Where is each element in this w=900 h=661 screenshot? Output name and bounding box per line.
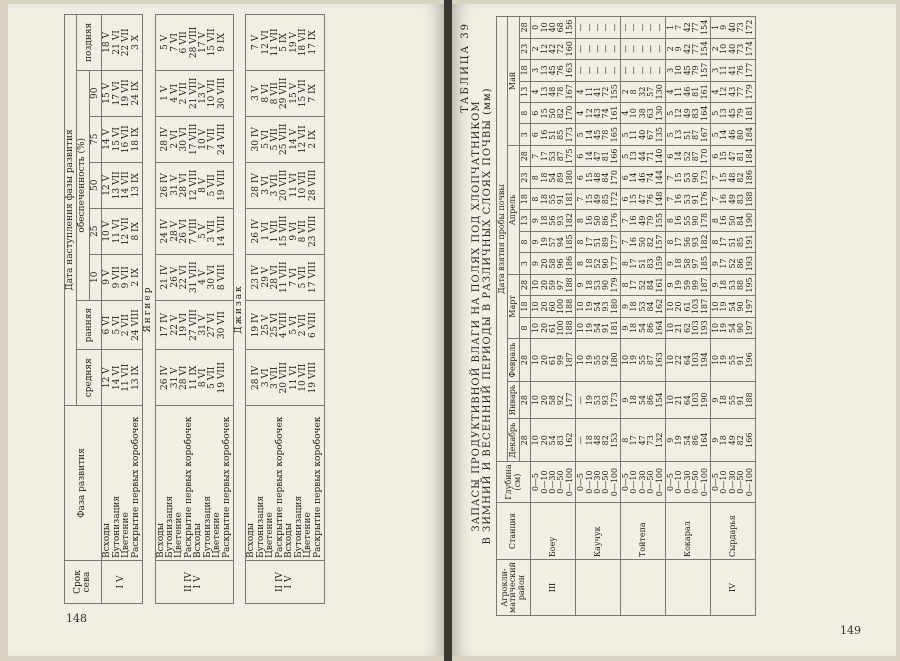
day-header: 28 [519, 339, 530, 382]
value-cell: 10 20 58 92 177 [531, 381, 576, 419]
row3-phases [246, 406, 325, 561]
value-cell: 3 10 45 79 157 [666, 60, 711, 81]
table-row [531, 17, 576, 616]
row1-p50: 12 V 13 VII 14 VII 13 IX [102, 162, 143, 208]
value-cell: 5 14 45 78 165 [576, 124, 621, 145]
row2-p25: 24 IV 28 V 26 VI 7 VIII 5 V 3 VII 14 VIII [155, 208, 234, 254]
table-row [666, 17, 711, 616]
district-cell [576, 560, 621, 616]
table-title-line2: В ЗИМНИЙ И ВЕСЕННИЙ ПЕРИОДЫ В РАЗЛИЧНЫХ СЛОЯХ ПОЧВЫ (мм) [482, 87, 493, 545]
col-district: Агрокли-матический район [497, 560, 531, 616]
value-cell: 10 19 55 92 180 [576, 339, 621, 382]
depth-cell: 0—5 0—10 0—30 0—50 0—100 [710, 462, 755, 503]
value-cell: — — — — — [576, 60, 621, 81]
day-header: 13 [519, 81, 530, 102]
value-cell: 10 19 54 93 180 [576, 296, 621, 317]
value-cell: 10 19 54 91 181 [576, 317, 621, 338]
col-avg: средняя [77, 350, 102, 406]
page-number-left: 148 [66, 612, 87, 625]
row3-sowing-a: II IV [274, 571, 285, 593]
value-cell: 6 14 46 74 144 [621, 167, 666, 188]
value-cell: 4 11 46 81 161 [666, 81, 711, 102]
value-cell: 0 10 40 68 156 [531, 17, 576, 39]
value-cell: 10 20 54 83 162 [531, 419, 576, 462]
value-cell: 7 16 50 82 157 [621, 231, 666, 252]
row2-early: 17 IV 22 V 19 VI 27 VIII 31 V 27 VI 30 VII [155, 300, 234, 350]
value-cell: 5 14 46 80 184 [710, 124, 755, 145]
value-cell: 9 17 52 86 193 [710, 253, 755, 274]
row2-avg: 26 IV 31 V 28 VI 11 IX 8 VI 5 VII 19 VIII [155, 350, 234, 406]
district-cell: III [531, 560, 576, 616]
col-sowing: Срок сева [65, 561, 102, 604]
value-cell: 7 15 49 85 172 [576, 188, 621, 209]
col-early: ранняя [77, 300, 102, 350]
district-cell [621, 560, 666, 616]
month-feb: Февраль [508, 339, 519, 382]
row3-early: 19 IV 25 V 25 VI 4 VIII 5 VI 2 VII 6 VIII [246, 300, 325, 350]
value-cell: 5 13 44 71 140 [621, 145, 666, 166]
section-title-jizzakh: Джизак [234, 15, 246, 604]
value-cell: 7 17 53 87 175 [531, 145, 576, 166]
value-cell: 1 7 42 77 154 [666, 17, 711, 39]
value-cell: — — — — — [621, 17, 666, 39]
value-cell: 2 8 32 57 130 [621, 81, 666, 102]
col-prob-title: обеспеченность (%) [77, 70, 89, 300]
value-cell: — — — — — [576, 38, 621, 59]
row2-phases-b: Всходы Бутонизация Цветение Раскрытие первых коробочек [193, 416, 232, 558]
row1-p25: 10 V 11 VI 12 VII 8 IX [102, 208, 143, 254]
col-phase: Фаза развития [65, 406, 102, 561]
value-cell: 6 15 47 81 184 [710, 145, 755, 166]
value-cell: 10 21 62 103 193 [666, 317, 711, 338]
value-cell: 8 17 51 83 159 [621, 253, 666, 274]
moisture-table-body [531, 17, 756, 616]
value-cell: 8 18 52 90 177 [576, 253, 621, 274]
left-page [8, 4, 444, 656]
section-title-yangier: Янгиер [143, 15, 155, 604]
depth-cell: 0—5 0—10 0—30 0—50 0—100 [621, 462, 666, 503]
row1-p75: 14 V 15 VI 16 VII 18 IX [102, 116, 143, 162]
month-apr: Апрель [508, 145, 519, 274]
table-row [710, 17, 755, 616]
value-cell: 8 17 51 89 177 [576, 231, 621, 252]
value-cell: 3 13 45 76 163 [531, 60, 576, 81]
value-cell: 4 11 41 72 155 [576, 81, 621, 102]
row2-p50: 26 IV 31 V 28 VI 12 VIII 8 V 5 VII 19 VIII [155, 162, 234, 208]
value-cell: 6 14 47 81 166 [576, 145, 621, 166]
value-cell: 9 18 53 88 195 [710, 274, 755, 295]
value-cell: 1 9 40 73 172 [710, 17, 755, 39]
value-cell: 9 18 53 84 162 [621, 296, 666, 317]
value-cell: 4 13 48 78 167 [531, 81, 576, 102]
row3-p10: 23 IV 29 V 28 VI 11 VIII 7 VI 5 VII 17 VIII [246, 254, 325, 300]
district-cell: IV [710, 560, 755, 616]
row2-p75: 28 IV 2 VI 30 VI 17 VIII 10 V 7 VII 24 VIII [155, 116, 234, 162]
value-cell: 8 18 54 89 180 [531, 167, 576, 188]
value-cell: 9 18 54 86 154 [621, 381, 666, 419]
value-cell: 7 16 49 83 188 [710, 188, 755, 209]
value-cell: 8 18 55 91 181 [531, 188, 576, 209]
table-tag: ТАБЛИЦА 39 [460, 22, 471, 113]
station-cell: Кокарал [666, 503, 711, 560]
row3-phases-b: Всходы Бутонизация Цветение Раскрытие первых коробочек [284, 416, 323, 558]
value-cell: 7 16 49 79 155 [621, 210, 666, 231]
table-title-line1: ЗАПАСЫ ПРОДУКТИВНОЙ ВЛАГИ НА ПОЛЯХ ПОД ХЛОПЧАТНИКОМ [471, 100, 482, 532]
row1-late: 18 V 21 VI 22 VII 3 X [102, 15, 143, 71]
page-number-right: 149 [840, 624, 861, 637]
day-header: 8 [519, 317, 530, 338]
value-cell: 9 19 54 86 164 [666, 419, 711, 462]
col-p25: 25 [89, 208, 101, 254]
day-header: 28 [519, 419, 530, 462]
day-header: 28 [519, 17, 530, 39]
depth-cell: 0—5 0—10 0—30 0—50 0—100 [576, 462, 621, 503]
value-cell: 6 15 50 82 170 [531, 103, 576, 124]
value-cell: 8 16 50 84 190 [710, 210, 755, 231]
value-cell: 6 15 47 76 148 [621, 188, 666, 209]
day-header: 8 [519, 103, 530, 124]
station-cell: Тойтепа [621, 503, 666, 560]
value-cell: 10 20 60 100 188 [531, 296, 576, 317]
row2-sowing [155, 561, 234, 604]
row2-p90: 1 V 4 VI 2 VII 21 VIII 13 V 10 VII 30 VIII [155, 70, 234, 116]
phenology-table [64, 14, 325, 604]
book-gutter [444, 0, 452, 661]
value-cell: 10 22 64 103 194 [666, 339, 711, 382]
value-cell: 6 16 51 85 173 [531, 124, 576, 145]
col-late: поздняя [77, 15, 102, 71]
table-row [621, 17, 666, 616]
phenology-table-rotated [64, 14, 424, 604]
value-cell: 2 12 42 72 160 [531, 38, 576, 59]
row3-late: 7 V 12 VI 11 VII 5 IX 19 V 18 VII 17 IX [246, 15, 325, 71]
value-cell: 4 12 43 77 179 [710, 81, 755, 102]
row1-p10: 9 V 9 VII 9 VII 2 IX [102, 254, 143, 300]
table-row [576, 17, 621, 616]
month-dec: Декабрь [508, 419, 519, 462]
day-header: 3 [519, 124, 530, 145]
row1-sowing: I V [102, 561, 143, 604]
month-mar: Март [508, 274, 519, 338]
depth-cell: 0—5 0—10 0—30 0—50 0—100 [531, 462, 576, 503]
row3-sowing-b: I V [284, 575, 295, 589]
col-p90: 90 [89, 70, 101, 116]
value-cell: — — — — — [621, 38, 666, 59]
col-p10: 10 [89, 254, 101, 300]
value-cell: 8 17 52 84 161 [621, 274, 666, 295]
day-header: 28 [519, 145, 530, 166]
row1-phases: Всходы Бутонизация Цветение Раскрытие первых коробочек [102, 406, 143, 561]
day-header: 28 [519, 274, 530, 295]
row2-p10: 21 IV 26 V 22 VI 31 VIII 4 V 30 VI 8 VIII [155, 254, 234, 300]
value-cell: 7 15 53 90 173 [666, 167, 711, 188]
row2-phases-a: Всходы Бутонизация Цветение Раскрытие первых коробочек [155, 416, 194, 558]
row1-early: 6 VI 5 VI 2 VII 24 VIII [102, 300, 143, 350]
value-cell: 9 18 56 93 182 [531, 210, 576, 231]
value-cell: 2 10 40 73 174 [710, 38, 755, 59]
col-p75: 75 [89, 116, 101, 162]
value-cell: 3 11 41 76 177 [710, 60, 755, 81]
value-cell: 5 13 45 79 181 [710, 103, 755, 124]
day-header: 23 [519, 38, 530, 59]
value-cell: 5 11 40 67 135 [621, 124, 666, 145]
value-cell: 8 17 56 93 182 [666, 231, 711, 252]
value-cell: — 18 48 82 153 [576, 419, 621, 462]
value-cell: 8 16 50 86 176 [576, 210, 621, 231]
value-cell: — — — — — [576, 17, 621, 39]
day-header: 13 [519, 210, 530, 231]
row3-p90: 3 V 8 VI 8 VII 29 VIII 15 V 15 VII 7 IX [246, 70, 325, 116]
value-cell: 5 12 49 83 164 [666, 103, 711, 124]
col-p50: 50 [89, 162, 101, 208]
moisture-table-rotated [460, 16, 880, 616]
day-header: 23 [519, 167, 530, 188]
month-jan: Январь [508, 381, 519, 419]
day-header: 8 [519, 231, 530, 252]
value-cell: 9 20 58 96 186 [531, 253, 576, 274]
col-date-title: Дата наступления фазы развития [65, 15, 77, 406]
day-header: 18 [519, 188, 530, 209]
value-cell: 9 18 53 90 179 [576, 274, 621, 295]
value-cell: 10 19 54 90 197 [710, 296, 755, 317]
month-may: Май [508, 17, 519, 146]
value-cell: 8 16 55 90 178 [666, 210, 711, 231]
station-cell: Сырдарья [710, 503, 755, 560]
value-cell: 10 21 64 103 190 [666, 381, 711, 419]
value-cell: — 19 53 93 173 [576, 381, 621, 419]
value-cell: 10 20 61 100 188 [531, 317, 576, 338]
row2-phases [155, 406, 234, 561]
row2-sowing-b: I V [193, 575, 204, 589]
row3-p50: 28 IV 3 VI 3 VII 20 VIII 11 VI 10 VII 28 VIII [246, 162, 325, 208]
value-cell: 7 16 53 91 176 [666, 188, 711, 209]
value-cell: 10 20 61 99 187 [531, 339, 576, 382]
value-cell: 10 20 61 103 187 [666, 296, 711, 317]
value-cell: 6 15 48 84 170 [576, 167, 621, 188]
value-cell: 8 17 51 85 191 [710, 231, 755, 252]
right-page [452, 4, 896, 656]
day-header: 28 [519, 381, 530, 419]
row1-avg: 12 V 14 VI 11 VII 13 IX [102, 350, 143, 406]
moisture-table [496, 16, 756, 616]
day-header: 3 [519, 253, 530, 274]
value-cell: 4 12 43 74 161 [576, 103, 621, 124]
value-cell: 10 19 55 87 163 [621, 339, 666, 382]
value-cell: 9 19 57 94 185 [531, 231, 576, 252]
row3-avg: 28 IV 3 VI 3 VII 20 VIII 11 VI 10 VII 19 VIII [246, 350, 325, 406]
col-date-title: Дата взятия пробы почвы [497, 17, 508, 462]
value-cell: 10 19 54 90 197 [710, 317, 755, 338]
value-cell: — — — — — [621, 60, 666, 81]
station-cell: Боеу [531, 503, 576, 560]
value-cell: 9 18 54 86 164 [621, 317, 666, 338]
value-cell: 5 13 51 87 167 [666, 124, 711, 145]
value-cell: 10 19 55 91 196 [710, 339, 755, 382]
col-station: Станция [497, 503, 531, 560]
row3-p25: 26 IV 1 VI 1 VII 15 VIII 9 VI 8 VII 23 VIII [246, 208, 325, 254]
value-cell: 9 19 59 99 187 [666, 274, 711, 295]
value-cell: 10 20 59 97 188 [531, 274, 576, 295]
value-cell: 6 14 52 87 170 [666, 145, 711, 166]
row3-sowing [246, 561, 325, 604]
day-header: 18 [519, 296, 530, 317]
row3-phases-a: Всходы Бутонизация Цветение Раскрытие первых коробочек [246, 416, 285, 558]
row2-sowing-a: II IV [183, 571, 194, 593]
depth-cell: 0—5 0—10 0—30 0—50 0—100 [666, 462, 711, 503]
value-cell: 9 18 49 82 166 [710, 419, 755, 462]
station-cell: Каучук [576, 503, 621, 560]
row1-p90: 15 V 17 VI 19 VII 24 IX [102, 70, 143, 116]
value-cell: 8 17 47 73 132 [621, 419, 666, 462]
day-header: 18 [519, 60, 530, 81]
col-depth: Глубина (см) [497, 462, 531, 503]
value-cell: 2 9 42 77 154 [666, 38, 711, 59]
value-cell: 7 15 48 82 186 [710, 167, 755, 188]
district-cell [666, 560, 711, 616]
row2-late: 5 V 7 VI 6 VII 28 VIII 17 V 15 VII 9 IX [155, 15, 234, 71]
row3-p75: 30 IV 5 VI 5 VII 25 VIII 14 V 12 VII 2 IX [246, 116, 325, 162]
value-cell: 4 10 38 63 130 [621, 103, 666, 124]
value-cell: 9 18 55 91 188 [710, 381, 755, 419]
value-cell: 9 18 58 97 185 [666, 253, 711, 274]
